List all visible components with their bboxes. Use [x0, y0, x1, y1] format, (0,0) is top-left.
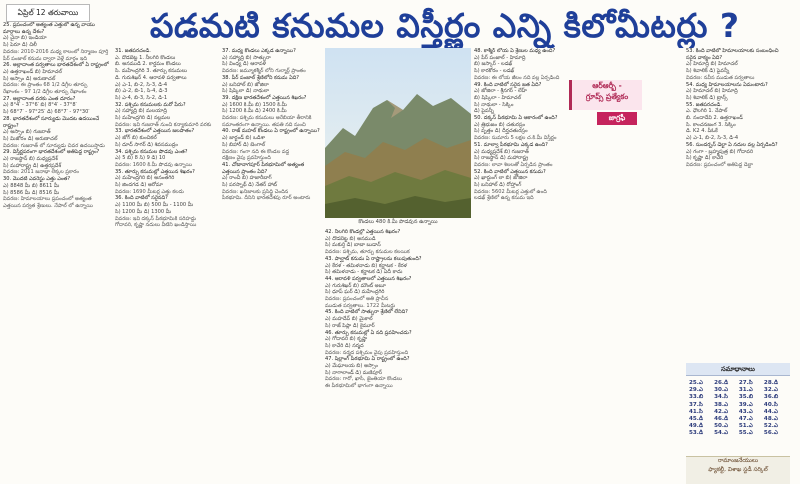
- answer-options: ఎ) సహ్యాద్రి బి) మలయాద్రి: [115, 108, 167, 115]
- question-text: 50. దక్కన్ పీఠభూమి ఏ ఆకారంలో ఉంది?: [474, 115, 558, 122]
- answer-cell: 39.ఎ: [738, 401, 753, 408]
- answer-cell: 49.డి: [689, 423, 704, 430]
- answer-options: సి) దూద్ సాగర్ డి) శివసముద్రం: [115, 141, 178, 148]
- headline: పడమటి కనుమల విస్తీర్ణం ఎన్ని కిలోమీటర్లు ?: [150, 6, 740, 45]
- answer-cell: 48.ఎ: [763, 416, 778, 423]
- question-text: 34. పశ్చిమ కనుమల పొడవు ఎంత?: [115, 148, 188, 155]
- question-column-6: [686, 48, 794, 360]
- answer-options: ఎ) జోజిలా - శ్రీనగర్ - లేహ్: [474, 88, 527, 95]
- answer-cell: 47.ఎ: [738, 416, 753, 423]
- question-text: 27. అల్లాదాంత వరకు ఎంత దూరం?: [3, 95, 76, 102]
- answer-options: ఎ) 1600 కి.మీ బి) 1500 కి.మీ: [222, 101, 287, 108]
- question-text: 38. పీర్ పంజాల్ శ్రేణిలోని కనుమ ఏది?: [222, 74, 299, 81]
- question-text: 46. తూర్పు కనుమల్లో ఏ నది ప్రవహించదు?: [325, 329, 412, 336]
- answer-options: ఎ) 5 బి) 8 సి) 9 డి) 10: [115, 155, 166, 162]
- answers-table: [688, 380, 788, 438]
- answer-options: ఎ) కేరళ - తమిళనాడు బి) కర్ణాటక - కేరళ: [325, 262, 407, 269]
- question-column-2: [115, 48, 217, 483]
- answer-options: సి) శివాలిక్ డి) ట్రాన్స్: [686, 94, 728, 101]
- answer-cell: 34.సి: [714, 394, 728, 401]
- answer-options: ఎ) మధ్యప్రదేశ్ బి) గుజరాత్: [474, 148, 529, 155]
- answer-options: ఎ. ధౌలగిరి 1. నేపాల్: [686, 108, 728, 115]
- answer-options: సి) షిప్కిలా డి) నాథులా: [222, 88, 270, 95]
- answer-options: బి) షిప్కిలా - హిమాచల్: [474, 94, 522, 101]
- answer-options: సి) రాజస్థాన్ డి) మహారాష్ట్ర: [474, 155, 529, 162]
- answer-cell: 38.ఎ: [714, 401, 728, 408]
- answer-options: సి) ధూప్ ఘర్ డి) మహేంద్రగిరి: [325, 289, 385, 296]
- question-text: 48. కాశ్మీర్ లోయ ఏ శ్రేణుల మధ్య ఉంది?: [474, 48, 556, 54]
- answer-options: సి) మహేంద్రగిరి డి) నల్లమల: [115, 115, 171, 122]
- answer-cell: 44.ఎ: [763, 408, 778, 415]
- explanation-text: వివరణ: పశ్చిమ కనుమలు అరేబియా తీరానికి: [222, 115, 312, 122]
- explanation-text: వివరణ: ఇవి గుజరాత్ నుంచి కన్యాకుమారి వరకు: [115, 121, 212, 128]
- question-column-3: [222, 48, 322, 483]
- question-text: 39. దక్షిణ భారతదేశంలో ఎత్తయిన శిఖరం?: [222, 94, 307, 101]
- answer-options: సి) ఎ-4, బి-3, సి-2, డి-1: [115, 94, 168, 101]
- explanation-text: వివరణ: జమ్మూకశ్మీర్ లోని గుల్మార్గ్ ప్రాంతం: [222, 68, 306, 75]
- topic-badge: జాగ్రఫీ: [597, 112, 637, 125]
- answer-options: సి) పరస్నాథ్ డి) నేతర్ హాట్: [222, 182, 277, 189]
- author-title: ఫ్యాకల్టీ, విశాఖ స్టడీ సర్కిల్: [708, 467, 768, 473]
- explanation-text: ఈ పీఠభూమిలో భాగంగా ఉన్నాయి: [325, 383, 393, 390]
- answer-cell: 40.సి: [763, 401, 778, 408]
- answer-options: సి) కావేరి డి) నర్మద: [325, 342, 364, 349]
- answer-options: సి) మిజోరం డి) అరుణాచల్: [3, 135, 58, 142]
- answer-options: సి) మహారాష్ట్ర డి) ఉత్తరప్రదేశ్: [3, 162, 62, 169]
- answer-options: ఎ) మేఘాలయ బి) అస్సాం: [325, 363, 378, 370]
- answer-options: ఎ) హిమాచల్ బి) హిమాద్రి: [686, 88, 738, 95]
- answer-options: ఎ) మహదేవ్ బి) మైకాల్: [325, 316, 373, 323]
- answer-options: ఎ) 8848 మీ బి) 8611 మీ: [3, 182, 60, 189]
- answer-options: సి) తమిళనాడు - కర్ణాటక డి) ఏదీ కాదు: [325, 269, 403, 276]
- question-text: 40. రాజ్ మహల్ కొండలు ఏ రాష్ట్రంలో ఉన్నాయి?: [222, 128, 320, 135]
- answer-cell: 56.ఎ: [763, 430, 778, 437]
- answer-cell: 50.ఎ: [714, 423, 728, 430]
- explanation-text: వివరణ: నవీన ముడుత పర్వతాలు: [686, 74, 755, 81]
- date-tag: ఏప్రిల్ 12 తరువాయి: [6, 4, 90, 22]
- question-text: 51. మాల్వా పీఠభూమి ఎక్కడ ఉంది?: [474, 141, 548, 148]
- explanation-text: వివరణ: ప్రపంచంలో అతి ప్రాచీన: [325, 296, 389, 303]
- question-text: 43. పాల్ఘాట్ కనుమ ఏ రాష్ట్రాలను కలుపుతుంది?: [325, 255, 422, 262]
- answer-cell: 41.సి: [689, 408, 703, 415]
- explanation-text: వివరణ: హిమాలయాలు ప్రపంచంలో అత్యంత: [3, 196, 92, 203]
- answer-cell: 45.డి: [689, 416, 704, 423]
- answer-options: డి. గురుశిఖర్ 4. ఆరావళి పర్వతాలు: [115, 74, 187, 81]
- explanation-text: వివరణ: గారో, ఖాసీ, జైంతియా కొండలు: [325, 376, 402, 383]
- answer-cell: 53.డి: [689, 430, 704, 437]
- explanation-text: వివరణ: గుజరాత్ లో సూర్యుడు చివర ఉదయిస్తాడు: [3, 142, 105, 149]
- answer-cell: 42.ఎ: [714, 408, 728, 415]
- explanation-text: వివరణ: 1690 మీటర్ల ఎత్తు కలదు: [115, 188, 184, 195]
- answer-cell: 31.ఎ: [738, 387, 753, 394]
- answer-cell: 25.ఎ: [689, 380, 703, 386]
- answer-options: సి. మహేంద్రగిరి 3. తూర్పు కనుమలు: [115, 68, 188, 75]
- answer-options: ఎ) రాంచీ బి) హజారీబాగ్: [222, 175, 272, 182]
- answer-options: ఎ. దొడబెట్ట 1. నీలగిరి కొండలు: [115, 54, 176, 61]
- answer-options: సి) రాజ్ పిప్లా డి) కైమూర్: [325, 322, 375, 329]
- question-text: 55. జతపరచండి.: [686, 101, 722, 108]
- question-text: 33. భారతదేశంలో ఎత్తయిన జలపాతం?: [115, 128, 195, 135]
- answer-options: సి) 8586 మీ డి) 8516 మీ: [3, 189, 60, 196]
- question-text: 54. మధ్య హిమాలయాలను ఏమంటారు?: [686, 81, 768, 88]
- answer-options: ఎ) సహ్యాద్రి బి) సాత్పురా: [222, 54, 271, 61]
- question-text: 25. ప్రపంచంలో అత్యంత ఎత్తులో ఉన్న వాయు మార్గాలు ఉన్న దేశం?: [3, 22, 95, 35]
- answer-options: ఎ) అస్సాం బి) గుజరాత్: [3, 129, 51, 136]
- question-column-4: [325, 229, 471, 483]
- answer-options: ఎ) ఉత్తరాఖండ్ బి) హిమాచల్: [3, 68, 62, 75]
- question-text: 44. ఆరావళి పర్వతాలలో ఎత్తయిన శిఖరం?: [325, 275, 412, 282]
- answer-cell: 30.ఎ: [714, 387, 728, 394]
- question-text: 36. కింది వాటిలో సరైనది?: [115, 195, 168, 202]
- question-text: ఎత్తయిన ప్రాంతం ఏది?: [222, 168, 268, 175]
- explanation-text: వివరణ: సుమారు 5 లక్షల చ.కి.మీ విస్తీర్ణం: [474, 135, 557, 142]
- answers-row: [688, 430, 788, 437]
- answer-options: సి) 1200 మీ డి) 1300 మీ: [115, 208, 172, 215]
- explanation-text: వివరణ: 2010-2016 మధ్య కాలంలో నిర్మాణం పూర్తి: [3, 48, 109, 55]
- mountain-photo: [325, 48, 471, 218]
- explanation-text: వివరణ: లావా శిలలతో ఏర్పడిన ప్రాంతం: [474, 161, 553, 168]
- answer-cell: 52.ఎ: [763, 423, 778, 430]
- answer-options: బి. అనముడి 2. కార్డమం కొండలు: [115, 61, 181, 68]
- answer-options: సి) నాథులా - సిక్కిం: [474, 101, 514, 108]
- explanation-text: వివరణ: పశ్చిమ, తూర్పు కనుమల కలయిక: [325, 249, 410, 256]
- explanation-text: వివరణ: గంగా నది ఈ కొండల వద్ద: [222, 148, 290, 155]
- author-credit: [686, 456, 790, 484]
- question-text: 30. మొదటి ఎవరెస్టు ఎత్తు ఎంత?: [3, 176, 71, 183]
- answer-cell: 28.డి: [763, 380, 778, 386]
- explanation-text: వివరణ: 5602 మీటర్ల ఎత్తులో ఉంది: [474, 188, 547, 195]
- question-text: 26. అల్లాదాంత పర్వతాలు భారతదేశంలో ఏ రాష్ట్రంలో: [3, 62, 109, 69]
- explanation-text: పీఠభూమి. దీనిని భారతదేశపు రూర్ అంటారు: [222, 195, 311, 202]
- question-text: 53. కింది వాటిలో హిమాలయాలకు సంబంధించి: [686, 48, 779, 54]
- answer-options: ఎ) బనిహాల్ బి) జోజిలా: [222, 81, 269, 88]
- answers-row: [688, 394, 788, 401]
- answer-cell: 51.ఎ: [738, 423, 753, 430]
- question-text: 49. కింది వాటిలో సరైన జత ఏది?: [474, 81, 542, 88]
- answer-options: ఎ) హిమాద్రి బి) హిమాచల్: [686, 61, 738, 68]
- answer-options: సి) బనిహాల్ డి) రోహ్తాంగ్: [474, 182, 522, 189]
- answer-options: సి) శివాలిక్ డి) పైవన్నీ: [686, 68, 730, 75]
- answer-options: ఎ) గంగా - బ్రహ్మపుత్ర బి) గోదావరి: [686, 148, 753, 155]
- explanation-text: వివరణ: నర్మద పశ్చిమం వైపు ప్రవహిస్తుంది: [325, 349, 409, 356]
- answer-options: ఎ) జోగ్ బి) కుంచికల్: [115, 135, 157, 142]
- question-text: 31. జతపరచండి.: [115, 48, 151, 54]
- question-text: 56. సుందర్బన్ డెల్టా ఏ నదుల వల్ల ఏర్పడింది?: [686, 141, 778, 148]
- answer-cell: 36.బి: [763, 394, 779, 401]
- question-text: 35. తూర్పు కనుమల్లో ఎత్తయిన శిఖరం?: [115, 168, 195, 175]
- answer-cell: 46.డి: [714, 416, 729, 423]
- answer-options: సి) వృత్తం డి) దీర్ఘచతురస్రం: [474, 128, 528, 135]
- answer-options: సి) మకుర్తి డి) బాబా బుడాన్: [325, 242, 381, 249]
- answer-cell: 29.ఎ: [689, 387, 703, 394]
- answer-options: ఎ) 1100 మీ బి) 500 మీ - 1100 మీ: [115, 202, 194, 209]
- answers-row: [688, 402, 788, 409]
- answer-options: ఎ) ఎ-1, బి-2, సి-3, డి-4: [686, 135, 739, 142]
- answer-cell: 27.సి: [738, 380, 753, 386]
- answer-options: సి) జిందగడ డి) అరోమా: [115, 182, 163, 189]
- answer-options: సి) పెరూ డి) చిలీ: [3, 42, 37, 49]
- explanation-text: వివరణ: ఖనిజాలకు ప్రసిద్ధి చెందిన: [222, 188, 289, 195]
- answer-options: సి) వింధ్య డి) ఆరావళి: [222, 61, 267, 68]
- explanation-text: వివరణ: ఇవి దక్కన్ పీఠభూమికి సరిహద్దు: [115, 215, 197, 222]
- answer-options: సి) నాగాలాండ్ డి) మణిపూర్: [325, 369, 383, 376]
- question-text: 37. మధ్య కొండలు ఎక్కడ ఉన్నాయి?: [222, 48, 296, 54]
- question-text: 28. భారతదేశంలో సూర్యుడు మొదట ఉదయించే రాష్ట్రం?: [3, 115, 100, 129]
- question-text: 45. కింది వాటిలో సాత్పురా శ్రేణిలో లేనిది?: [325, 309, 408, 316]
- answer-options: ఎ) దొడబెట్ట బి) అనముడి: [325, 235, 376, 242]
- answer-cell: 32.ఎ: [763, 387, 778, 394]
- answer-options: ఎ) చైనా బి) ఇండియా: [3, 35, 47, 42]
- answer-options: ఎ) ఎ-1, బి-2, సి-3, డి-4: [115, 81, 168, 88]
- answer-options: సి) బిహార్ డి) బెంగాల్: [222, 141, 266, 148]
- answer-options: ఎ) పీర్ పంజాల్ - హిమాద్రి: [474, 54, 526, 61]
- answer-options: ఎ) రాజస్థాన్ బి) మధ్యప్రదేశ్: [3, 156, 58, 163]
- info-line-1: ఆర్ఆర్బీ -: [592, 81, 622, 90]
- explanation-text: దక్షిణం వైపు ప్రవహిస్తుంది: [222, 155, 271, 162]
- question-text: సరైన వాక్యం ఏది?: [686, 54, 723, 61]
- explanation-text: గోదావరి, కృష్ణా నదులు వీటిని ఖండిస్తాయి: [115, 222, 197, 229]
- answers-row: [688, 409, 788, 416]
- info-line-2: గ్రూప్స్ ప్రత్యేకం: [585, 92, 629, 101]
- answer-options: ఎ) త్రిభుజం బి) చతురస్రం: [474, 121, 526, 128]
- author-name: రామాంజనేయులు: [717, 458, 758, 464]
- answer-cell: 26.డి: [714, 380, 729, 386]
- explanation-text: వివరణ: 1600 కి.మీ పొడవు ఉన్నాయి: [115, 161, 193, 168]
- answer-options: సి) అస్సాం డి) అరుణాచల్: [3, 75, 56, 82]
- answer-options: ఎ) 8°4′ - 37°6′ బి) 8°4′ - 37°8′: [3, 102, 77, 109]
- answer-options: ఎ) గోదావరి బి) కృష్ణా: [325, 336, 368, 343]
- photo-caption: కొండలు 480 కి.మీ పొడవున ఉన్నాయి: [358, 219, 438, 225]
- answer-cell: 54.ఎ: [714, 430, 728, 437]
- question-text: 41. చోటానాగపూర్ పీఠభూమిలో అత్యంత: [222, 161, 305, 168]
- answer-options: సి) కారకోరం - లడఖ్: [474, 68, 515, 75]
- mountain-illustration: [325, 48, 471, 218]
- question-text: 42. నీలగిరి కొండల్లో ఎత్తయిన శిఖరం?: [325, 229, 401, 235]
- answer-options: సి) 1200 కి.మీ డి) 2400 కి.మీ: [222, 108, 287, 115]
- answer-cell: 35.బి: [738, 394, 754, 401]
- question-text: 29. విస్తీర్ణపరంగా భారతదేశంలో అతిపెద్ద రాష్ట్రం?: [3, 149, 100, 156]
- question-text: 52. కింది వాటిలో ఎత్తయిన కనుమ?: [474, 168, 546, 175]
- explanation-text: ముడుత పర్వతాలు. 1722 మీటర్లు: [325, 302, 396, 309]
- explanation-text: వివరణ: ప్రపంచంలో అతిపెద్ద డెల్టా: [686, 161, 753, 168]
- answers-heading: సమాధానాలు: [686, 363, 790, 376]
- explanation-text: వివరణ: ఈ ప్రాంతం 68 1/2 డిగ్రీల తూర్పు: [3, 82, 88, 89]
- question-column-5: [474, 48, 566, 483]
- answer-options: ఎ) గురుశిఖర్ బి) మౌంట్ అబూ: [325, 282, 386, 289]
- answer-options: బి. నందాదేవి 2. ఉత్తరాఖండ్: [686, 115, 743, 122]
- explanation-text: వివరణ: ఈ లోయ జీలం నది వల్ల ఏర్పడింది: [474, 74, 560, 81]
- answer-cell: 43.ఎ: [738, 408, 753, 415]
- question-column-1: [3, 22, 110, 483]
- explanation-text: ఎత్తయిన పర్వత శ్రేణులు. నేపాల్ లో ఉన్నాయి: [3, 202, 93, 209]
- answer-options: ఎ) మహేంద్రగిరి బి) అనంతగిరి: [115, 175, 175, 182]
- answer-options: సి) కృష్ణా డి) కావేరి: [686, 155, 724, 162]
- answer-options: సి) 68°7′ - 97°25′ డి) 68°7′ - 97°30′: [3, 109, 90, 116]
- explanation-text: వివరణ: 2011 జనాభా లెక్కల ప్రకారం: [3, 169, 80, 176]
- answer-options: ఎ) జార్ఖండ్ బి) ఒడిశా: [222, 135, 266, 142]
- answer-options: బి) ఎ-2, బి-1, సి-4, డి-3: [115, 88, 168, 95]
- explanation-text: పీర్ పంజాల్ కనుమ ద్వారా వెళ్లే మార్గం ఇది: [3, 55, 87, 62]
- explanation-text: సమాంతరంగా ఉన్నాయి. తపతి నది నుంచి: [222, 121, 306, 128]
- answer-options: డి. K2 4. పీఓకే: [686, 128, 718, 135]
- explanation-text: రేఖాంశం - 97 1/2 డిగ్రీల తూర్పు రేఖాంశం: [3, 89, 87, 96]
- answer-cell: 37.సి: [689, 401, 703, 408]
- answer-options: డి) పైవన్నీ: [474, 108, 494, 115]
- question-text: 47. షిల్లాంగ్ పీఠభూమి ఏ రాష్ట్రంలో ఉంది?: [325, 356, 410, 363]
- explanation-text: లడఖ్ శ్రేణిలో ఉన్న కనుమ ఇది: [474, 195, 534, 202]
- question-text: 32. పశ్చిమ కనుమలకు మరో పేరు?: [115, 101, 186, 108]
- exam-info-box: [569, 80, 642, 110]
- answer-cell: 55.ఎ: [738, 430, 753, 437]
- answer-options: బి) జస్కార్ - లడఖ్: [474, 61, 513, 68]
- answer-cell: 33.బి: [689, 394, 704, 401]
- answer-options: సి. కాంచనజంగ 3. సిక్కిం: [686, 121, 736, 128]
- answer-options: ఎ) ఖార్దుంగ్ లా బి) జోజిలా: [474, 175, 528, 182]
